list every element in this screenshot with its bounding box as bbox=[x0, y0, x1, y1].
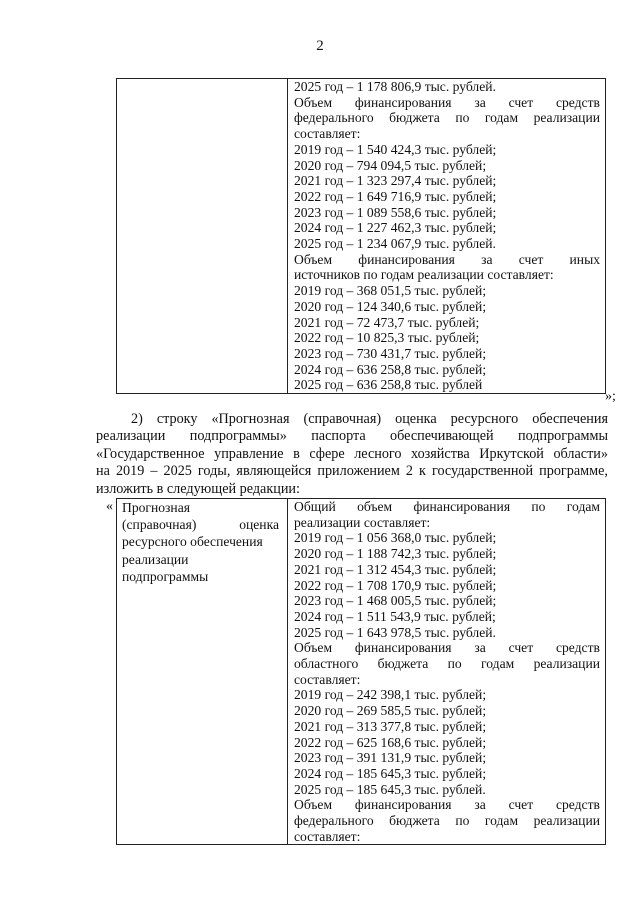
text-line bbox=[294, 95, 600, 111]
word: обеспечения bbox=[532, 411, 608, 427]
word: Общий bbox=[294, 499, 336, 514]
text-line: 2023 год – 391 131,9 тыс. рублей; bbox=[294, 750, 487, 766]
word: сфере bbox=[309, 445, 345, 462]
word: «Прогнозная bbox=[211, 411, 290, 427]
word: области» bbox=[553, 445, 608, 462]
text-line: 2019 год – 242 398,1 тыс. рублей; bbox=[294, 687, 487, 703]
text-line: изложить в следующей редакции: bbox=[96, 480, 300, 497]
text-line bbox=[294, 813, 600, 829]
word: счет bbox=[508, 94, 534, 110]
word: являющейся bbox=[236, 463, 312, 480]
text-line: 2022 год – 625 168,6 тыс. рублей; bbox=[294, 734, 487, 750]
text-line: 2023 год – 1 089 558,6 тыс. рублей; bbox=[294, 204, 497, 220]
word: строку bbox=[156, 411, 198, 427]
word: по bbox=[455, 813, 470, 829]
word: подпрограммы» bbox=[189, 428, 287, 445]
word: 2019 bbox=[115, 463, 145, 480]
word: оценка bbox=[239, 517, 279, 533]
text-line: подпрограммы bbox=[122, 568, 209, 584]
row-label-cell bbox=[117, 499, 288, 845]
word: реализации bbox=[533, 110, 600, 126]
word: областного bbox=[294, 656, 359, 672]
word: программе, bbox=[539, 463, 608, 480]
text-line: 2021 год – 72 473,7 тыс. рублей; bbox=[294, 314, 480, 330]
funding-details-cell bbox=[288, 79, 606, 394]
text-line bbox=[294, 110, 600, 126]
word: Объем bbox=[294, 251, 333, 267]
word: средств bbox=[555, 94, 600, 110]
word: ресурсного bbox=[450, 411, 519, 427]
word: лесного bbox=[354, 445, 402, 462]
text-line: ресурсного обеспечения bbox=[122, 534, 263, 550]
word: приложением bbox=[317, 463, 400, 480]
text-line bbox=[294, 656, 600, 672]
text-line: 2024 год – 185 645,3 тыс. рублей; bbox=[294, 765, 487, 781]
word: бюджета bbox=[389, 110, 440, 126]
text-line: 2025 год – 1 178 806,9 тыс. рублей. bbox=[294, 79, 496, 94]
word: годам bbox=[484, 813, 519, 829]
text-line: 2022 год – 1 708 170,9 тыс. рублей; bbox=[294, 577, 497, 593]
word: средств bbox=[555, 797, 600, 813]
text-line: 2019 год – 1 056 368,0 тыс. рублей; bbox=[294, 530, 497, 546]
word: в bbox=[293, 445, 300, 462]
text-line: 2021 год – 313 377,8 тыс. рублей; bbox=[294, 718, 487, 734]
word: управление bbox=[214, 445, 284, 462]
word: Объем bbox=[294, 797, 333, 813]
word: годам bbox=[566, 499, 600, 514]
word: годам bbox=[481, 656, 515, 672]
word: годам bbox=[484, 110, 519, 126]
text-line: 2025 год – 1 643 978,5 тыс. рублей. bbox=[294, 624, 496, 640]
text-line: 2023 год – 1 468 005,5 тыс. рублей; bbox=[294, 593, 497, 609]
text-line: 2023 год – 730 431,7 тыс. рублей; bbox=[294, 345, 487, 361]
word: Объем bbox=[294, 640, 333, 656]
text-line: 2019 год – 1 540 424,3 тыс. рублей; bbox=[294, 141, 497, 157]
text-line bbox=[294, 797, 600, 813]
text-line bbox=[117, 516, 287, 533]
text-line: источников по годам реализации составляет: bbox=[294, 267, 554, 283]
text-line: 2024 год – 1 227 462,3 тыс. рублей; bbox=[294, 220, 497, 236]
text-line bbox=[294, 499, 600, 515]
text-line: составляет: bbox=[294, 828, 361, 844]
word: финансирования bbox=[413, 499, 511, 514]
text-line: 2022 год – 1 649 716,9 тыс. рублей; bbox=[294, 188, 497, 204]
word: на bbox=[96, 463, 110, 480]
text-line: 2021 год – 1 312 454,3 тыс. рублей; bbox=[294, 561, 497, 577]
word: объем bbox=[357, 499, 393, 514]
word: хозяйства bbox=[411, 445, 470, 462]
text-line bbox=[294, 640, 600, 656]
word: бюджета bbox=[377, 656, 429, 672]
word: обеспечивающей bbox=[390, 428, 494, 445]
text-line: 2020 год – 794 094,5 тыс. рублей; bbox=[294, 157, 487, 173]
text-line: 2019 год – 368 051,5 тыс. рублей; bbox=[294, 283, 487, 299]
text-line bbox=[96, 411, 608, 428]
word: счет bbox=[508, 640, 534, 656]
text-line: 2024 год – 1 511 543,9 тыс. рублей; bbox=[294, 608, 496, 624]
word: финансирования bbox=[354, 640, 452, 656]
text-line: реализации составляет: bbox=[294, 514, 431, 530]
word: к bbox=[419, 463, 426, 480]
word: оценка bbox=[395, 411, 437, 427]
word: счет bbox=[518, 251, 544, 267]
closing-quote: »; bbox=[605, 389, 616, 404]
word: за bbox=[481, 251, 493, 267]
text-line: Прогнозная bbox=[122, 500, 190, 515]
text-line: 2022 год – 10 825,3 тыс. рублей; bbox=[294, 330, 480, 346]
text-line: 2025 год – 636 258,8 тыс. рублей bbox=[294, 377, 483, 393]
word: финансирования bbox=[354, 797, 452, 813]
word: по bbox=[531, 499, 546, 514]
word: федерального bbox=[294, 110, 374, 126]
word: паспорта bbox=[311, 428, 366, 445]
page-number: 2 bbox=[316, 38, 324, 54]
text-line bbox=[96, 463, 608, 480]
word: государственной bbox=[431, 463, 534, 480]
funding-table-continuation bbox=[116, 78, 606, 394]
word: реализации bbox=[96, 428, 166, 445]
word: за bbox=[474, 94, 486, 110]
funding-details-cell bbox=[288, 499, 606, 845]
text-line: 2025 год – 1 234 067,9 тыс. рублей. bbox=[294, 236, 496, 252]
word: годы, bbox=[197, 463, 231, 480]
word: Объем bbox=[294, 94, 333, 110]
text-line: 2020 год – 1 188 742,3 тыс. рублей; bbox=[294, 546, 497, 562]
funding-table-subprogram bbox=[116, 498, 606, 845]
word: (справочная) bbox=[122, 517, 197, 533]
word: финансирования bbox=[354, 94, 452, 110]
text-line bbox=[96, 446, 608, 463]
text-line: 2024 год – 636 258,8 тыс. рублей; bbox=[294, 361, 487, 377]
word: реализации bbox=[533, 813, 600, 829]
text-line bbox=[294, 252, 600, 268]
label-cell-empty bbox=[117, 79, 288, 394]
word: бюджета bbox=[389, 813, 440, 829]
word: – bbox=[150, 463, 158, 480]
opening-quote: « bbox=[106, 499, 113, 514]
word: по bbox=[455, 110, 470, 126]
text-line: составляет: bbox=[294, 126, 361, 142]
word: по bbox=[447, 656, 462, 672]
amendment-paragraph bbox=[96, 411, 608, 498]
word: (справочная) bbox=[303, 411, 382, 427]
text-line bbox=[96, 428, 608, 445]
word: за bbox=[474, 797, 486, 813]
word: подпрограммы bbox=[518, 428, 608, 445]
text-line: 2021 год – 1 323 297,4 тыс. рублей; bbox=[294, 173, 497, 189]
word: федерального bbox=[294, 813, 374, 829]
text-line: 2020 год – 269 585,5 тыс. рублей; bbox=[294, 703, 487, 719]
word: иных bbox=[569, 251, 600, 267]
word: 2025 bbox=[163, 463, 192, 480]
word: счет bbox=[508, 797, 534, 813]
text-line: реализации bbox=[122, 551, 189, 567]
word: реализации bbox=[533, 656, 600, 672]
text-line: 2025 год – 185 645,3 тыс. рублей. bbox=[294, 781, 486, 797]
text-line: 2020 год – 124 340,6 тыс. рублей; bbox=[294, 298, 487, 314]
word: за bbox=[474, 640, 486, 656]
word: 2 bbox=[405, 463, 413, 480]
word: средств bbox=[555, 640, 600, 656]
word: «Государственное bbox=[96, 445, 205, 462]
word: 2) bbox=[131, 411, 143, 427]
text-line: составляет: bbox=[294, 671, 361, 687]
word: финансирования bbox=[358, 251, 455, 267]
word: Иркутской bbox=[479, 445, 544, 462]
